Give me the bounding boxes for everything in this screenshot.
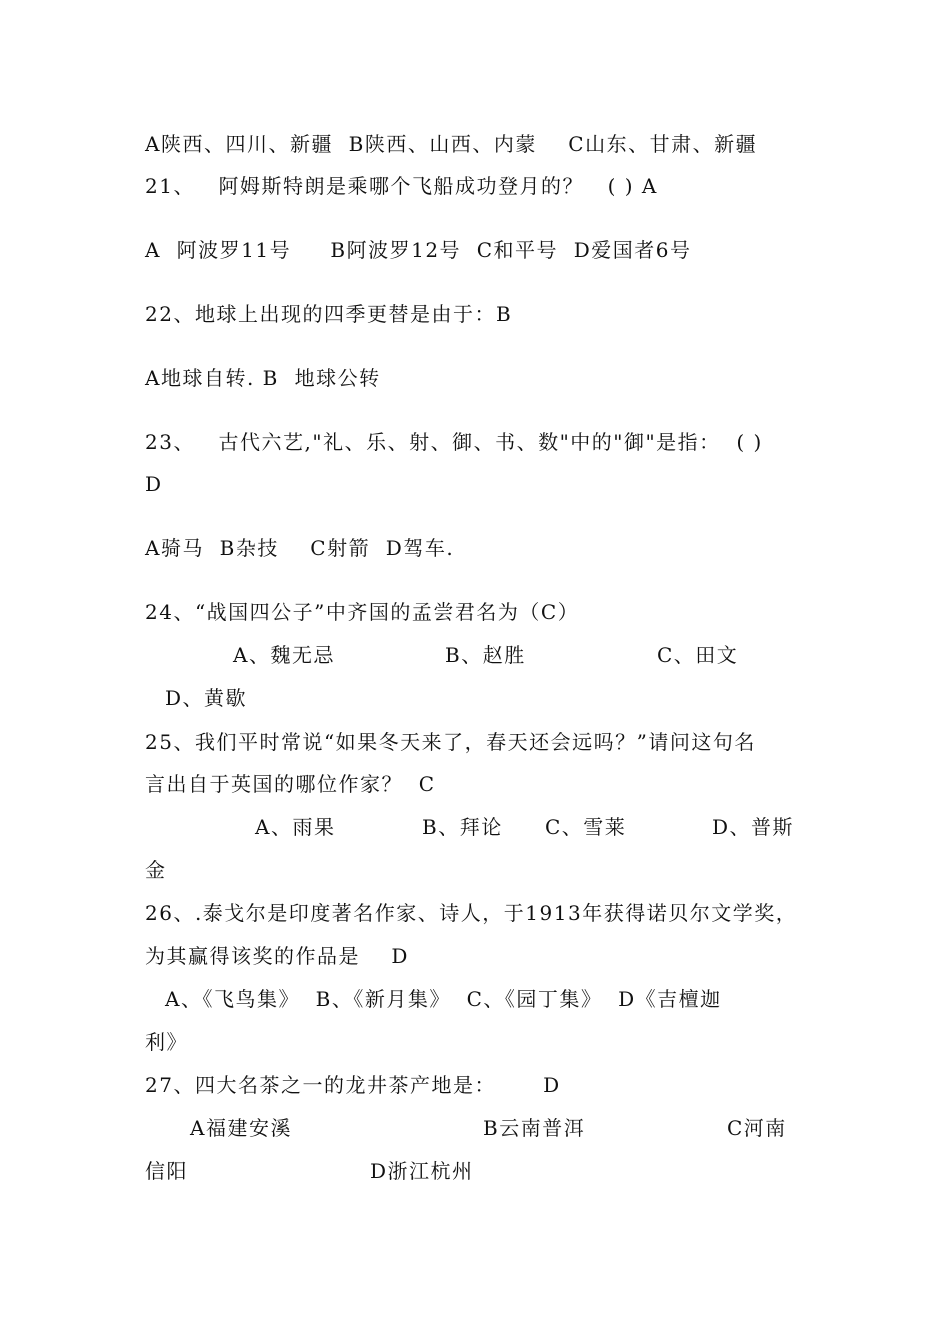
q25-option-d-line1: D、普斯: [712, 815, 795, 839]
q25-option-d-line2: 金: [145, 858, 167, 882]
q27-question: 27、四大名茶之一的龙井茶产地是： D: [145, 1073, 561, 1097]
q24-option-b: B、赵胜: [445, 643, 526, 667]
q27-option-b: B云南普洱: [483, 1116, 586, 1140]
q27-option-c-line2: 信阳: [145, 1159, 188, 1183]
q25-option-c: C、雪莱: [545, 815, 627, 839]
q27-option-d: D浙江杭州: [370, 1159, 474, 1183]
q26-options-line1: A、《飞鸟集》 B、《新月集》 C、《园丁集》 D《吉檀迦: [165, 987, 722, 1011]
q25-question-line1: 25、我们平时常说“如果冬天来了，春天还会远吗？”请问这句名: [145, 730, 756, 754]
q27-option-a: A福建安溪: [190, 1116, 292, 1140]
q22-options: A地球自转. B 地球公转: [145, 366, 381, 390]
q27-option-c-line1: C河南: [727, 1116, 787, 1140]
q24-option-c: C、田文: [657, 643, 739, 667]
q26-question-line1: 26、.泰戈尔是印度著名作家、诗人，于1913年获得诺贝尔文学奖，: [145, 901, 798, 925]
q21-options: A 阿波罗11号 B阿波罗12号 C和平号 D爱国者6号: [145, 238, 692, 262]
q24-option-a: A、魏无忌: [233, 643, 335, 667]
q25-option-b: B、拜论: [422, 815, 503, 839]
q26-options-line2: 利》: [145, 1030, 188, 1054]
q23-question-line1: 23、 古代六艺,"礼、乐、射、御、书、数"中的"御"是指： ( ): [145, 430, 763, 454]
q26-question-line2: 为其赢得该奖的作品是 D: [145, 944, 409, 968]
q21-question: 21、 阿姆斯特朗是乘哪个飞船成功登月的？ ( ) A: [145, 174, 658, 198]
q25-option-a: A、雨果: [255, 815, 336, 839]
q23-question-line2: D: [145, 472, 163, 496]
q22-question: 22、地球上出现的四季更替是由于：B: [145, 302, 513, 326]
q24-question: 24、“战国四公子”中齐国的孟尝君名为（C）: [145, 600, 580, 624]
q20-options: A陕西、四川、新疆 B陕西、山西、内蒙 C山东、甘肃、新疆: [145, 132, 758, 156]
q24-option-d: D、黄歇: [165, 686, 248, 710]
q23-options: A骑马 B杂技 C射箭 D驾车.: [145, 536, 455, 560]
q25-question-line2: 言出自于英国的哪位作家？ C: [145, 772, 436, 796]
